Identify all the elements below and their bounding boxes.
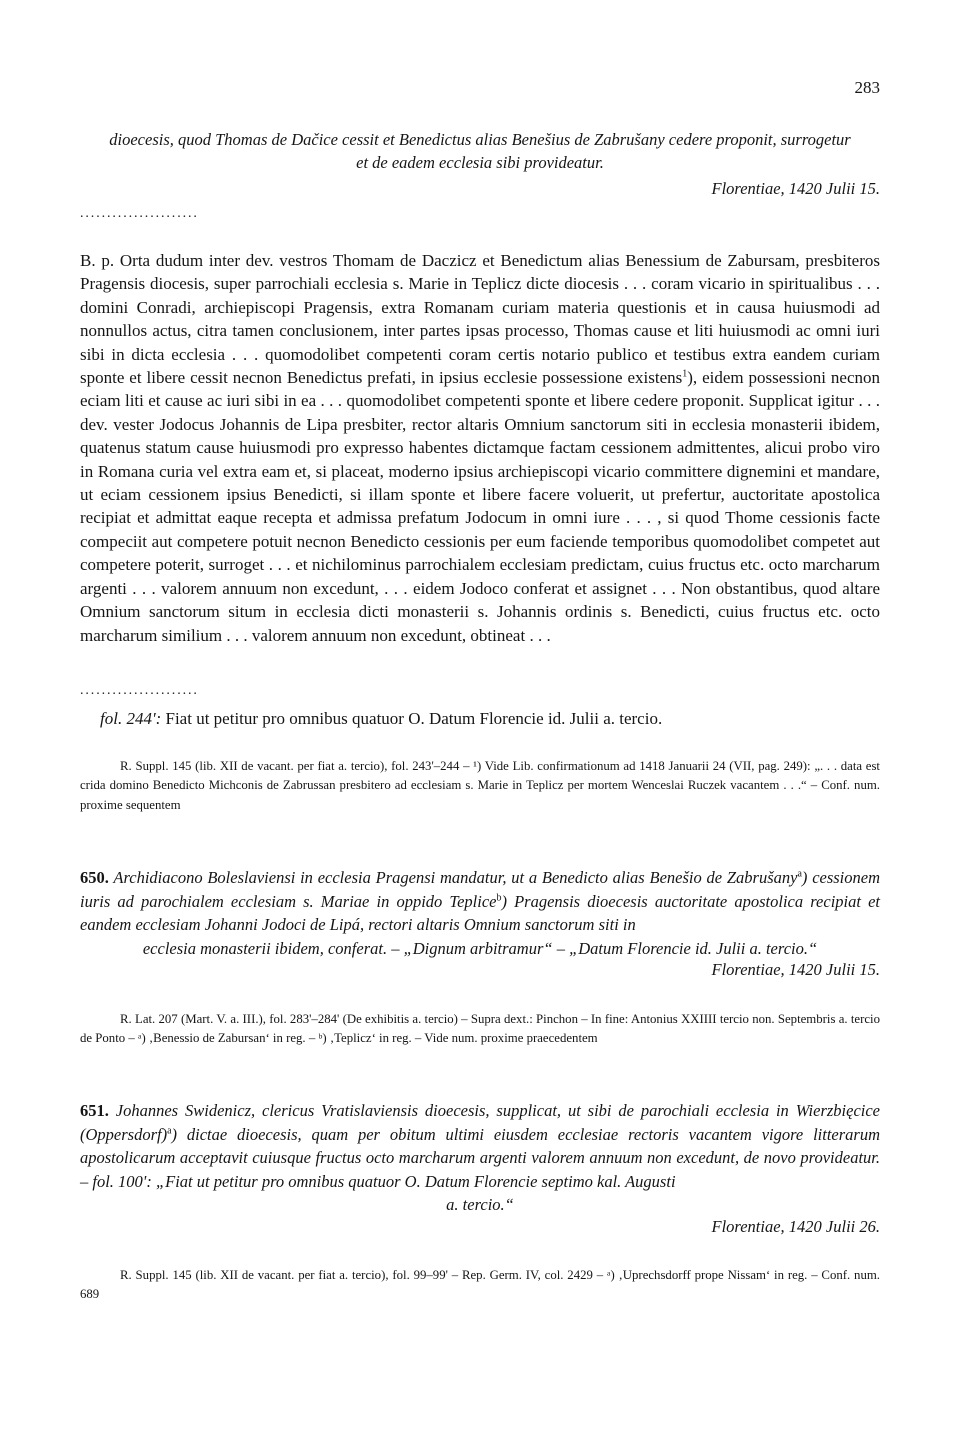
entry-650-text-1: Archidiacono Boleslaviensi in ecclesia Pragensi mandatur, ut a Benedicto alias Benešio de Zabrušany bbox=[113, 868, 798, 887]
entry-650 bbox=[80, 866, 880, 960]
entry-651-last-line: a. tercio.“ bbox=[446, 1195, 514, 1214]
entry-650-text-3: ) Pragensis dioecesis auctoritate apostolica recipiat et eandem ecclesiam Johanni Jodoci de Lipá, rectori altaris Omnium sanctorum siti in bbox=[80, 891, 880, 934]
summary-line-1: dioecesis, quod Thomas de Dačice cessit et Benedictus alias Benešius de Zabrušany cedere proponit, surrogetur bbox=[109, 130, 851, 149]
summary-line-2: et de eadem ecclesia sibi provideatur. bbox=[356, 153, 604, 172]
entry-number: 651. bbox=[80, 1101, 109, 1120]
entry-650-last-line: ecclesia monasterii ibidem, conferat. – „Dignum arbitramur“ – „Datum Florencie id. Julii a. tercio.“ bbox=[142, 938, 818, 958]
footnote-ref-a: a bbox=[167, 1125, 172, 1136]
entry-651-text-1: Johannes Swidenicz, clericus Vratislaviensis dioecesis, supplicat, ut sibi de parochiali ecclesia in Wierzbięcice (Oppersdorf) bbox=[80, 1101, 880, 1144]
entry-number: 650. bbox=[80, 868, 109, 887]
supplication-text-part-1: B. p. Orta dudum inter dev. vestros Thomam de Daczicz et Benedictum alias Benessium de Zabursam, presbiteros Pragensis diocesis, super parrochiali ecclesia s. Marie in Teplicz dicte diocesis . . . coram vicario in spiritualibus . . . domini Conradi, archiepiscopi Pragensis, extra Romanam curiam materia questionis et in causa huiusmodi ad nonnullos actus, citra tamen conclusionem, inter partes ipsas processo, Thomas cause et liti huiusmodi ac omni iuri sibi in dicta ecclesia . . . quomodolibet competenti coram certis notario publico et testibus extra eandem curiam sponte et libere cessit necnon Benedictus prefati, in ipsius ecclesie possessione existens bbox=[80, 251, 880, 388]
entry-650-note bbox=[80, 1010, 880, 1049]
footnote-ref-b: b bbox=[496, 892, 502, 903]
page-number: 283 bbox=[854, 78, 880, 97]
entry-650-note-text: R. Lat. 207 (Mart. V. a. III.), fol. 283'–284' (De exhibitis a. tercio) – Supra dext.: Pinchon – In fine: Antonius XXIIII tercio non. Septembris a. tercio de Ponto – ᵃ) ‚Benessio de Zabursan‘ in reg. – ᵇ) ‚Teplicz‘ in reg. – Vide num. proxime praecedentem bbox=[80, 1012, 880, 1046]
entry-650-place-date: Florentiae, 1420 Julii 15. bbox=[711, 960, 880, 979]
prev-entry-place-date: Florentiae, 1420 Julii 15. bbox=[711, 179, 880, 198]
entry-651-note bbox=[80, 1266, 880, 1305]
entry-650-text-2: ) cessionem iuris ad parochialem ecclesiam s. Mariae in oppido Teplice bbox=[80, 868, 881, 911]
folio-text: Fiat ut petitur pro omnibus quatuor O. Datum Florencie id. Julii a. tercio. bbox=[165, 709, 663, 728]
supplication-text bbox=[80, 249, 880, 647]
supplication-text-part-2: ), eidem possessioni necnon eciam liti et cause ac iuri sibi in ea . . . quomodolibet competenti sponte et libere cedere proponit. Supplicat igitur . . . dev. vester Jodocus Johannis de Lipa presbiter, rector altaris Omnium sanctorum siti in ecclesia monasterii ibidem, quatenus statum cause huiusmodi pro expresso habentes dictamque factam cessionem admittentes, alicui probo viro in Romana curia vel extra eam et, si placeat, moderno ipsius archiepiscopi vicario committere dignemini et mandare, ut eciam cessionem ipsius Benedicti, si illam sponte et libere facere voluerit, ut prefertur, auctoritate apostolica recipiat et admittat eaque recepta et admissa prefatum Jodocum in omni iure . . . , si quod Thome cessionis facte compeciit aut competere potuit necnon Benedicto cessionis per eum faciende temporibus quomodolibet competet aut competere poterit, surroget . . . et nichilominus parrochialem ecclesiam predictam, cuius fructus etc. octo marcharum argenti . . . valorem annuum non excedunt, . . . eidem Jodoco conferat et assignet . . . Non obstantibus, quod altare Omnium sanctorum situm in ecclesia dicti monasterii s. Johannis ordinis s. Benedicti, cuius fructus etc. octo marcharum similium . . . valorem annuum non excedunt, obtineat . . . bbox=[80, 368, 880, 645]
entry-651-place-date: Florentiae, 1420 Julii 26. bbox=[711, 1217, 880, 1236]
footnote-ref-1: 1 bbox=[682, 368, 688, 380]
ellipsis-divider-2: ...................... bbox=[80, 683, 199, 698]
entry-651 bbox=[80, 1099, 880, 1217]
ellipsis-divider: ...................... bbox=[80, 206, 199, 221]
note-text-content: R. Suppl. 145 (lib. XII de vacant. per fiat a. tercio), fol. 243'–244 – ¹) Vide Lib. confirmationum ad 1418 Januarii 24 (VII, pag. 249): „. . . data est crida domino Benedicto Michconis de Zabrussan presbitero ad ecclesiam s. Marie in Teplicz per mortem Wenceslai Ruczek vacantem . . .“ – Conf. num. proxime sequentem bbox=[80, 759, 880, 812]
footnote-ref-a: a bbox=[797, 868, 802, 880]
note-text bbox=[40, 757, 880, 815]
entry-651-note-text: R. Suppl. 145 (lib. XII de vacant. per fiat a. tercio), fol. 99–99' – Rep. Germ. IV, col. 2429 – ᵃ) ‚Uprechsdorff prope Nissam‘ in reg. – Conf. num. 689 bbox=[80, 1268, 880, 1302]
folio-label: fol. 244': bbox=[100, 709, 162, 728]
entry-651-text-2: ) dictae dioecesis, quam per obitum ultimi eiusdem ecclesiae rectoris vacantem vigore litterarum apostolicarum acceptavit cuiusque fructus octo marcharum argenti valorem annuum non excedunt, de novo provideatur. – fol. 100': „Fiat ut petitur pro omnibus quatuor O. Datum Florencie septimo kal. Augusti bbox=[80, 1124, 880, 1191]
prev-entry-summary bbox=[80, 128, 880, 174]
prev-entry-note bbox=[80, 757, 880, 815]
folio-line bbox=[100, 709, 662, 729]
